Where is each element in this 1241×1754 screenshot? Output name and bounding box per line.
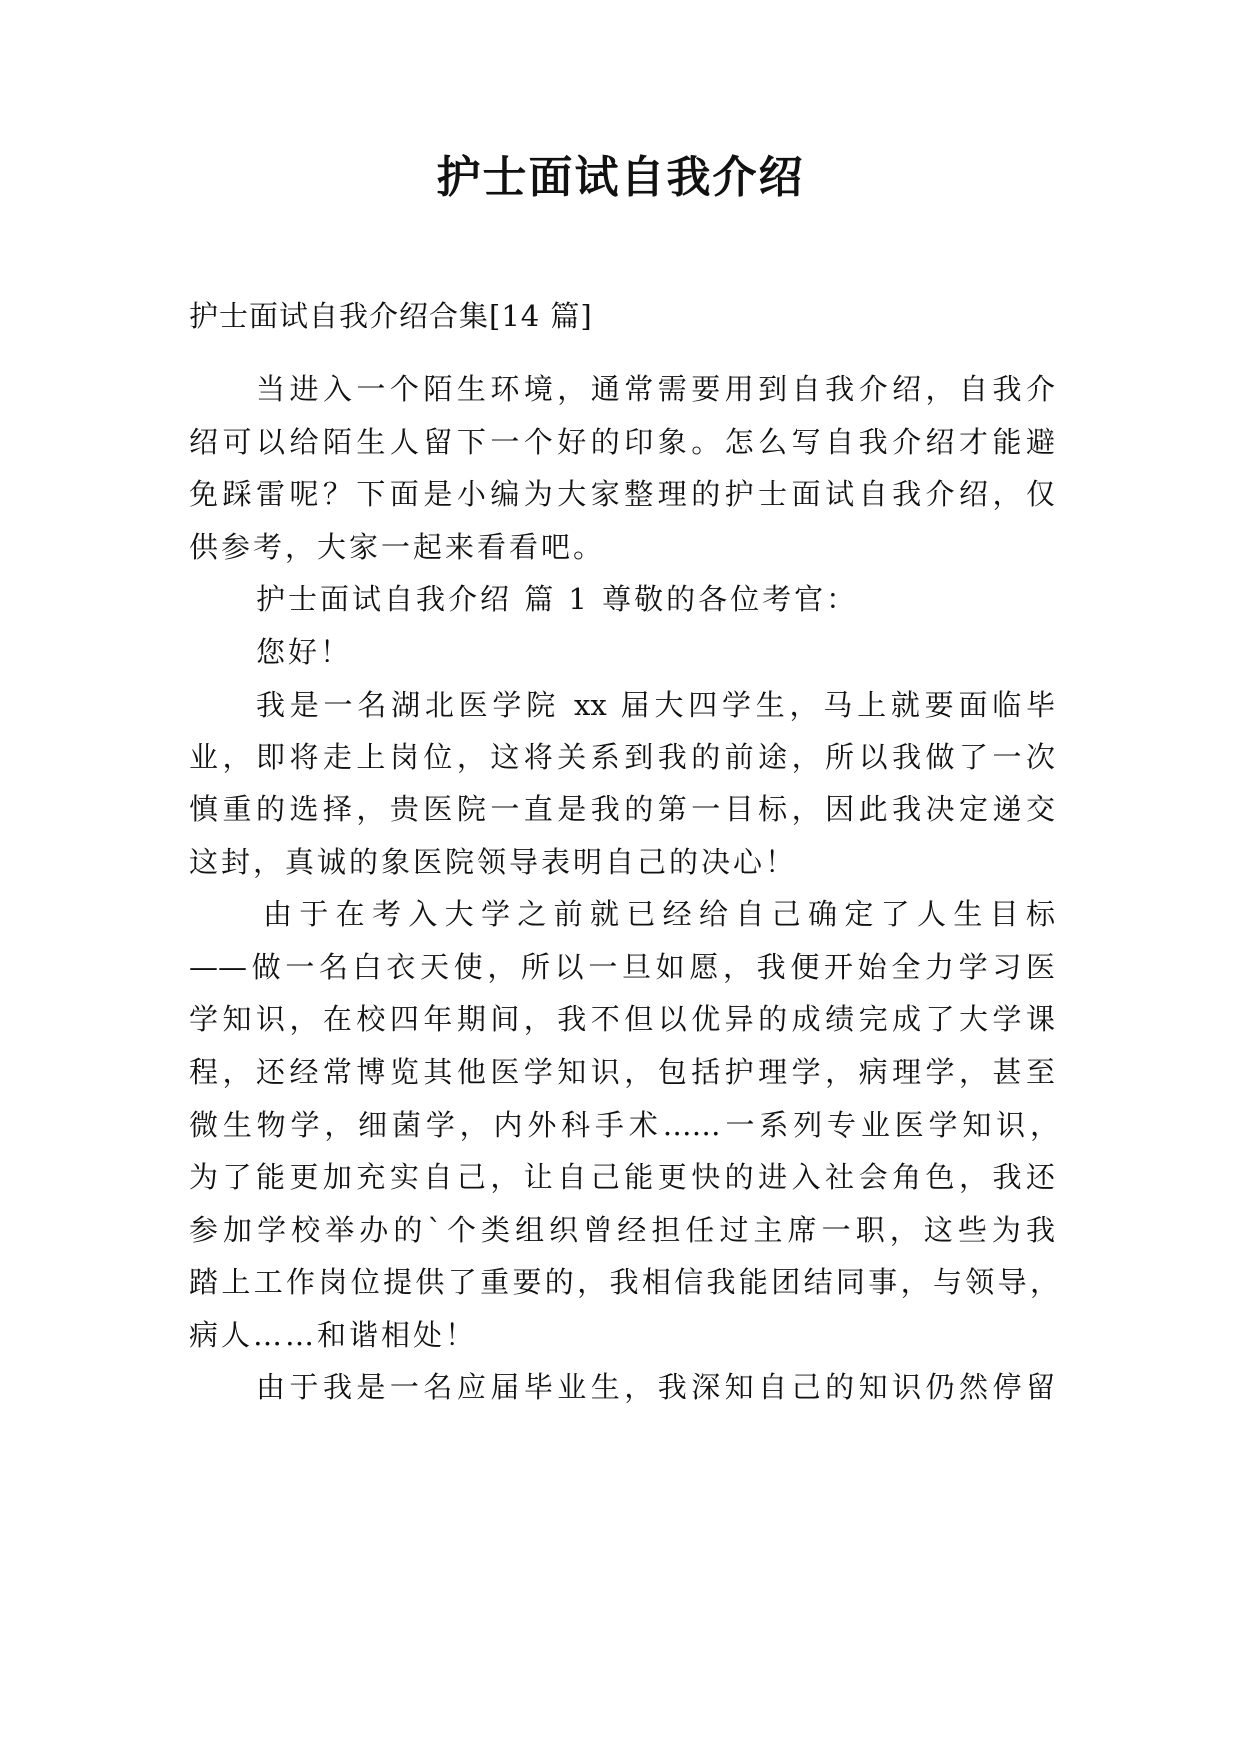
body-line: 学知识，在校四年期间，我不但以优异的成绩完成了大学课 — [189, 1002, 1055, 1036]
body-line: 病人……和谐相处！ — [189, 1318, 478, 1352]
document-title: 护士面试自我介绍 — [436, 152, 805, 203]
body-line: 护士面试自我介绍 篇 1 尊敬的各位考官： — [256, 582, 859, 616]
body-line: 慎重的选择，贵医院一直是我的第一目标，因此我决定递交 — [189, 792, 1055, 826]
body-line: 由于我是一名应届毕业生，我深知自己的知识仍然停留 — [256, 1370, 1055, 1404]
body-line: 绍可以给陌生人留下一个好的印象。怎么写自我介绍才能避 — [189, 425, 1055, 459]
body-line: 参加学校举办的`个类组织曾经担任过主席一职，这些为我 — [189, 1213, 1055, 1247]
body-line: 程，还经常博览其他医学知识，包括护理学，病理学，甚至 — [189, 1055, 1055, 1089]
document-subtitle: 护士面试自我介绍合集[14 篇] — [189, 299, 593, 333]
body-line: 这封，真诚的象医院领导表明自己的决心！ — [189, 845, 798, 879]
body-line: 供参考，大家一起来看看吧。 — [189, 530, 606, 564]
body-line: 当进入一个陌生环境，通常需要用到自我介绍，自我介 — [256, 372, 1055, 406]
body-line: 踏上工作岗位提供了重要的，我相信我能团结同事，与领导， — [189, 1265, 1059, 1299]
body-line: 免踩雷呢？下面是小编为大家整理的护士面试自我介绍，仅 — [189, 477, 1055, 511]
body-line: 我是一名湖北医学院 xx 届大四学生，马上就要面临毕 — [256, 688, 1055, 722]
body-line: 由于在考入大学之前就已经给自己确定了人生目标 — [263, 897, 1055, 931]
body-line: 您好！ — [256, 635, 353, 669]
body-line: 为了能更加充实自己，让自己能更快的进入社会角色，我还 — [189, 1160, 1055, 1194]
body-line: 微生物学，细菌学，内外科手术……一系列专业医学知识， — [189, 1108, 1059, 1142]
body-line: 业，即将走上岗位，这将关系到我的前途，所以我做了一次 — [189, 740, 1055, 774]
body-line: ——做一名白衣天使，所以一旦如愿，我便开始全力学习医 — [189, 950, 1055, 984]
